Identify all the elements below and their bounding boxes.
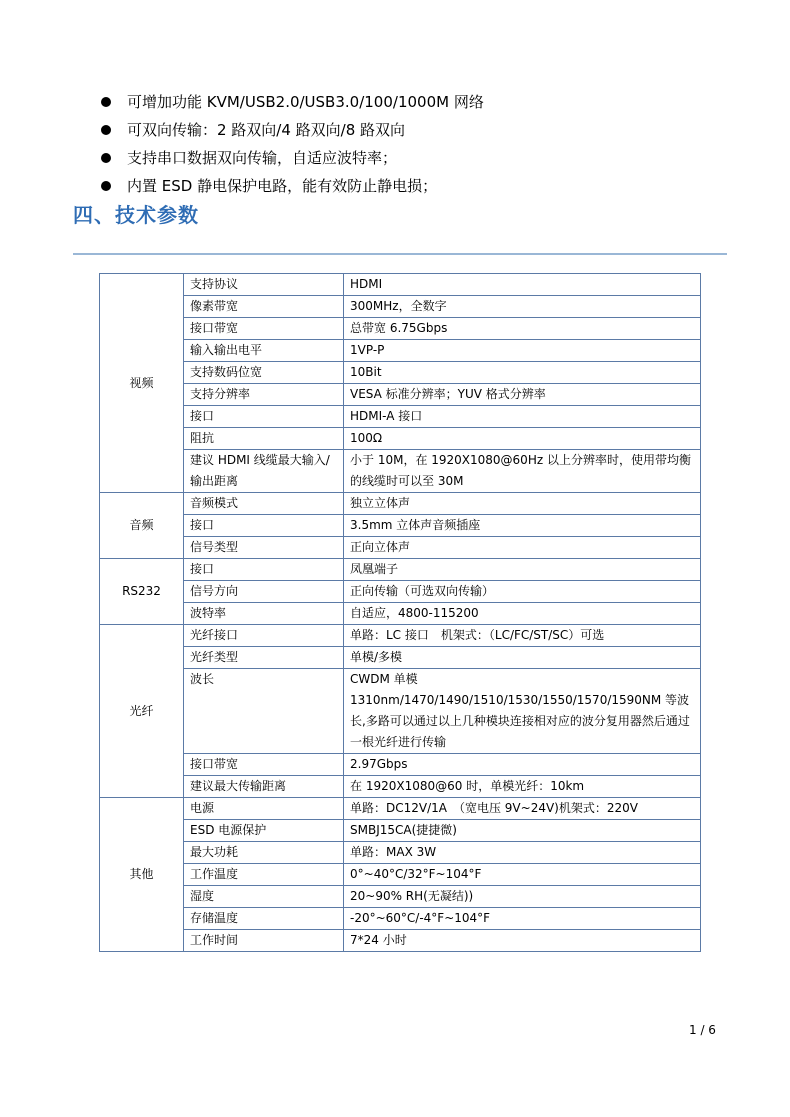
table-row (100, 776, 701, 798)
param-name: 支持数码位宽 (184, 362, 344, 384)
param-value: VESA 标准分辨率；YUV 格式分辨率 (344, 384, 701, 406)
param-value: 0°~40°C/32°F~104°F (344, 864, 701, 886)
table-row (100, 647, 701, 669)
category-cell: 音频 (100, 493, 184, 559)
param-name: 输入输出电平 (184, 340, 344, 362)
feature-item (100, 144, 484, 172)
param-name: 接口 (184, 559, 344, 581)
param-name: 工作时间 (184, 930, 344, 952)
param-name: 工作温度 (184, 864, 344, 886)
param-name: 存储温度 (184, 908, 344, 930)
param-name: 建议最大传输距离 (184, 776, 344, 798)
param-name: 建议 HDMI 线缆最大输入/输出距离 (184, 450, 344, 493)
table-row (100, 842, 701, 864)
table-row (100, 798, 701, 820)
table-row (100, 864, 701, 886)
param-value: 独立立体声 (344, 493, 701, 515)
table-row (100, 930, 701, 952)
param-value: 在 1920X1080@60 时，单模光纤：10km (344, 776, 701, 798)
param-name: 接口 (184, 406, 344, 428)
param-value: HDMI-A 接口 (344, 406, 701, 428)
param-value: -20°~60°C/-4°F~104°F (344, 908, 701, 930)
feature-item (100, 116, 484, 144)
category-cell: 视频 (100, 274, 184, 493)
table-row (100, 581, 701, 603)
table-row (100, 625, 701, 647)
param-name: 阻抗 (184, 428, 344, 450)
param-name: 支持协议 (184, 274, 344, 296)
table-row (100, 820, 701, 842)
param-name: 光纤接口 (184, 625, 344, 647)
feature-item (100, 88, 484, 116)
table-row (100, 274, 701, 296)
param-value: 20~90% RH(无凝结)) (344, 886, 701, 908)
table-row (100, 428, 701, 450)
feature-list (100, 88, 484, 200)
spec-table (99, 273, 701, 952)
table-row (100, 754, 701, 776)
param-value: 单路：LC 接口 机架式：（LC/FC/ST/SC）可选 (344, 625, 701, 647)
param-value: 100Ω (344, 428, 701, 450)
table-row (100, 450, 701, 493)
param-value: 2.97Gbps (344, 754, 701, 776)
param-value: 单模/多模 (344, 647, 701, 669)
feature-text: 可双向传输：2 路双向/4 路双向/8 路双向 (127, 121, 406, 139)
param-name: 波特率 (184, 603, 344, 625)
param-value: SMBJ15CA(捷捷微) (344, 820, 701, 842)
param-value: HDMI (344, 274, 701, 296)
param-value: 10Bit (344, 362, 701, 384)
table-row (100, 603, 701, 625)
table-row (100, 318, 701, 340)
param-value: 总带宽 6.75Gbps (344, 318, 701, 340)
bullet-icon (101, 97, 111, 107)
param-name: 像素带宽 (184, 296, 344, 318)
param-value: 正向立体声 (344, 537, 701, 559)
param-value: 凤凰端子 (344, 559, 701, 581)
table-row (100, 493, 701, 515)
page-number: 1 / 6 (689, 1023, 716, 1037)
table-row (100, 515, 701, 537)
param-name: 接口带宽 (184, 754, 344, 776)
table-row (100, 406, 701, 428)
feature-item (100, 172, 484, 200)
table-row (100, 384, 701, 406)
param-value: 300MHz，全数字 (344, 296, 701, 318)
feature-text: 内置 ESD 静电保护电路，能有效防止静电损； (127, 177, 438, 195)
param-name: 信号方向 (184, 581, 344, 603)
param-name: 接口带宽 (184, 318, 344, 340)
feature-text: 支持串口数据双向传输，自适应波特率； (127, 149, 398, 167)
feature-text: 可增加功能 KVM/USB2.0/USB3.0/100/1000M 网络 (127, 93, 484, 111)
param-value: 单路：MAX 3W (344, 842, 701, 864)
param-name: ESD 电源保护 (184, 820, 344, 842)
bullet-icon (101, 153, 111, 163)
param-value: 7*24 小时 (344, 930, 701, 952)
param-value: CWDM 单模 1310nm/1470/1490/1510/1530/1550/1570/1590NM 等波长,多路可以通过以上几种模块连接相对应的波分复用器然后通过一根光纤进行传输 (344, 669, 701, 754)
table-row (100, 340, 701, 362)
param-name: 最大功耗 (184, 842, 344, 864)
table-row (100, 908, 701, 930)
param-name: 光纤类型 (184, 647, 344, 669)
param-value: 小于 10M，在 1920X1080@60Hz 以上分辨率时，使用带均衡的线缆时可以至 30M (344, 450, 701, 493)
param-name: 接口 (184, 515, 344, 537)
param-name: 支持分辨率 (184, 384, 344, 406)
param-name: 电源 (184, 798, 344, 820)
param-name: 音频模式 (184, 493, 344, 515)
table-row (100, 362, 701, 384)
table-row (100, 559, 701, 581)
param-value: 3.5mm 立体声音频插座 (344, 515, 701, 537)
category-cell: 其他 (100, 798, 184, 952)
param-value: 正向传输（可选双向传输） (344, 581, 701, 603)
table-row (100, 296, 701, 318)
param-value: 自适应，4800-115200 (344, 603, 701, 625)
category-cell: RS232 (100, 559, 184, 625)
section-divider (73, 253, 727, 255)
param-value: 1VP-P (344, 340, 701, 362)
bullet-icon (101, 181, 111, 191)
param-value: 单路：DC12V/1A （宽电压 9V~24V)机架式：220V (344, 798, 701, 820)
section-title: 四、技术参数 (73, 203, 199, 227)
table-row (100, 669, 701, 754)
table-row (100, 537, 701, 559)
param-name: 波长 (184, 669, 344, 754)
table-row (100, 886, 701, 908)
category-cell: 光纤 (100, 625, 184, 798)
bullet-icon (101, 125, 111, 135)
param-name: 湿度 (184, 886, 344, 908)
param-name: 信号类型 (184, 537, 344, 559)
